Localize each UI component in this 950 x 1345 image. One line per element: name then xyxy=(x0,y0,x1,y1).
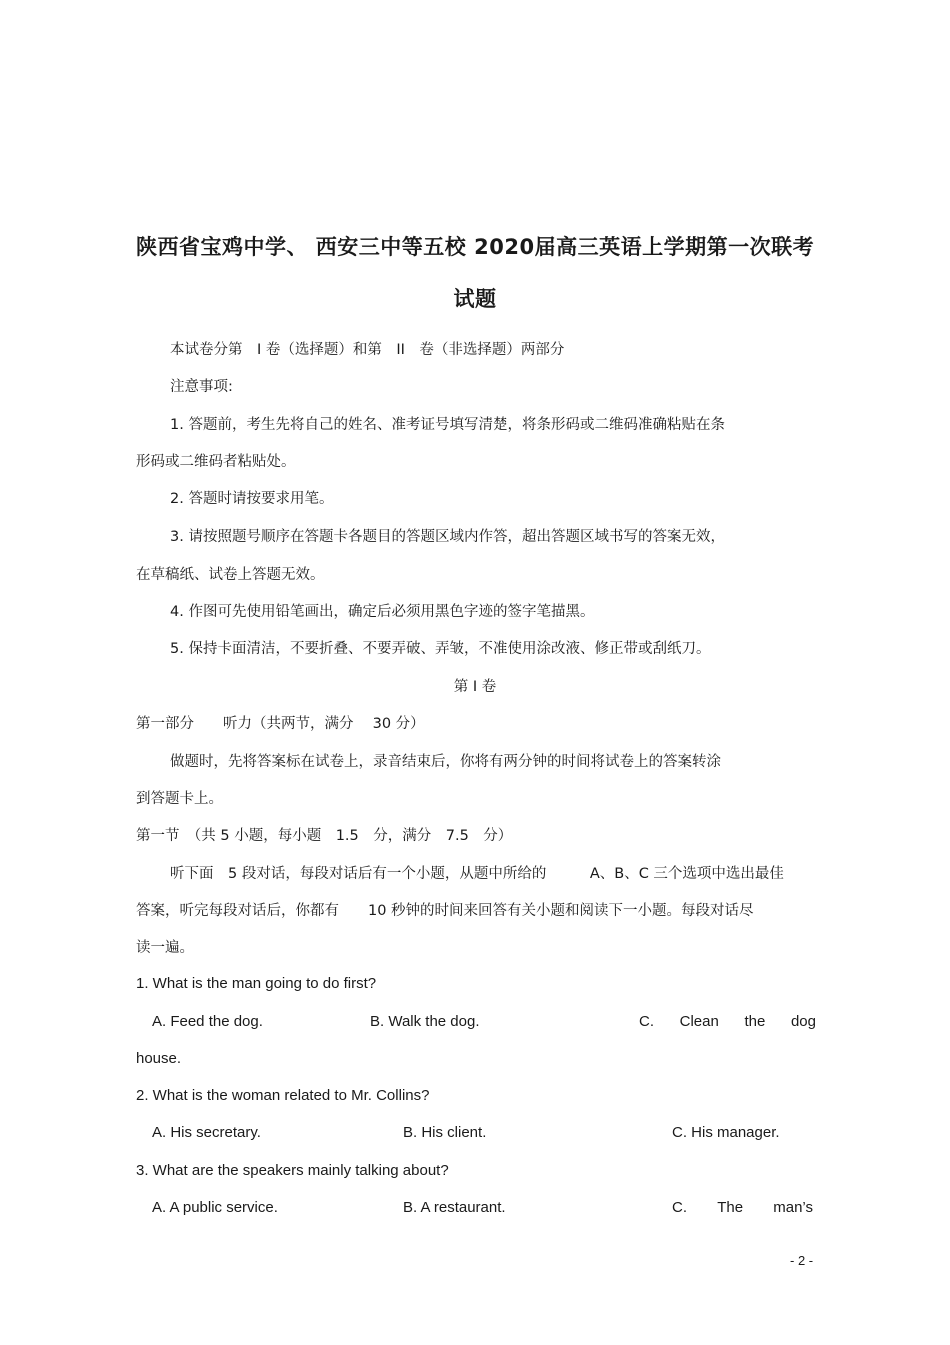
option-c-word: man’s xyxy=(773,1199,813,1216)
notice-item-3: 3. 请按照题号顺序在答题卡各题目的答题区域内作答，超出答题区域书写的答案无效， xyxy=(170,529,725,545)
section1-instruction-line1: 听下面 5 段对话，每段对话后有一个小题，从题中所给的 A、B、C 三个选项中选出最佳 xyxy=(170,866,784,882)
option-c-word: C. xyxy=(672,1199,687,1216)
part1-heading: 第一部分 听力（共两节，满分 30 分） xyxy=(136,716,425,732)
exam-title-line2: 试题 xyxy=(453,287,497,311)
question-3-option-c xyxy=(672,1199,813,1216)
question-2-stem: 2. What is the woman related to Mr. Collins? xyxy=(136,1087,430,1104)
question-3-option-b: B. A restaurant. xyxy=(403,1199,506,1216)
notice-heading: 注意事项: xyxy=(170,379,233,395)
notice-item-4: 4. 作图可先使用铅笔画出，确定后必须用黑色字迹的签字笔描黑。 xyxy=(170,604,595,620)
section1-heading: 第一节 （共 5 小题，每小题 1.5 分，满分 7.5 分） xyxy=(136,828,513,844)
part1-instruction-line2: 到答题卡上。 xyxy=(136,791,223,807)
notice-item-2: 2. 答题时请按要求用笔。 xyxy=(170,491,334,507)
part1-instruction-line1: 做题时，先将答案标在试卷上，录音结束后，你将有两分钟的时间将试卷上的答案转涂 xyxy=(170,754,721,770)
question-1-option-c xyxy=(639,1013,816,1030)
notice-item-3-cont: 在草稿纸、试卷上答题无效。 xyxy=(136,567,325,583)
notice-item-5: 5. 保持卡面清洁，不要折叠、不要弄破、弄皱，不准使用涂改液、修正带或刮纸刀。 xyxy=(170,641,711,657)
question-2-option-a: A. His secretary. xyxy=(152,1124,261,1141)
option-c-word: the xyxy=(744,1013,766,1030)
exam-structure-note: 本试卷分第 I 卷（选择题）和第 II 卷（非选择题）两部分 xyxy=(170,342,565,358)
option-c-word: dog xyxy=(790,1013,816,1030)
notice-item-1-cont: 形码或二维码者粘贴处。 xyxy=(136,454,296,470)
section1-instruction-line2: 答案，听完每段对话后，你都有 10 秒钟的时间来回答有关小题和阅读下一小题。每段对话尽 xyxy=(136,903,754,919)
question-3-stem: 3. What are the speakers mainly talking about? xyxy=(136,1162,449,1179)
option-c-word: Clean xyxy=(679,1013,719,1030)
question-1-option-a: A. Feed the dog. xyxy=(152,1013,263,1030)
option-c-word: C. xyxy=(639,1013,654,1030)
question-1-option-c-wrap: house. xyxy=(136,1050,182,1067)
notice-item-1: 1. 答题前，考生先将自己的姓名、准考证号填写清楚，将条形码或二维码准确粘贴在条 xyxy=(170,417,725,433)
section1-instruction-line3: 读一遍。 xyxy=(136,940,194,956)
question-2-option-b: B. His client. xyxy=(403,1124,487,1141)
exam-title-line1: 陕西省宝鸡中学、 西安三中等五校 2020届高三英语上学期第一次联考 xyxy=(136,235,815,259)
volume-heading: 第 I 卷 xyxy=(453,679,497,695)
question-1-stem: 1. What is the man going to do first? xyxy=(136,975,377,992)
question-1-option-b: B. Walk the dog. xyxy=(370,1013,480,1030)
question-2-option-c: C. His manager. xyxy=(672,1124,780,1141)
question-3-option-a: A. A public service. xyxy=(152,1199,278,1216)
page-number: - 2 - xyxy=(790,1253,814,1268)
option-c-word: The xyxy=(717,1199,744,1216)
